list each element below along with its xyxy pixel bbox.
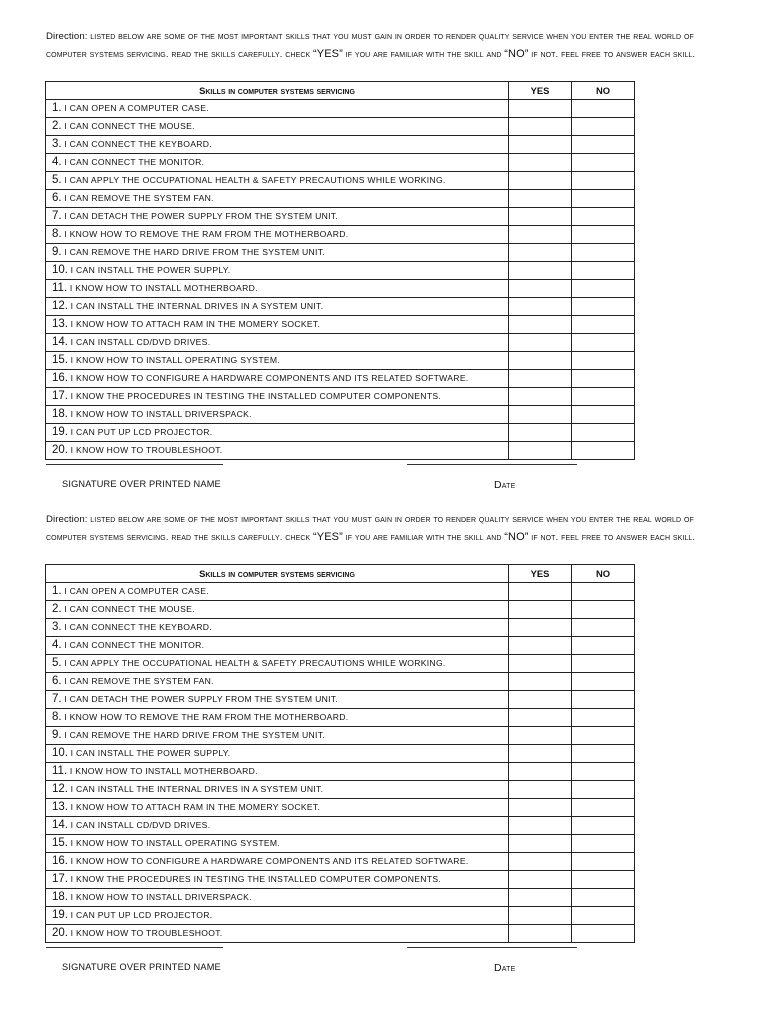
skill-text: I KNOW THE PROCEDURES IN TESTING THE INSTALLED COMPUTER COMPONENTS. bbox=[70, 874, 442, 884]
skill-text: I CAN CONNECT THE KEYBOARD. bbox=[64, 622, 212, 632]
yes-checkbox-cell[interactable] bbox=[509, 745, 572, 763]
skill-cell bbox=[46, 763, 509, 781]
skill-cell bbox=[46, 907, 509, 925]
no-checkbox-cell[interactable] bbox=[572, 136, 635, 154]
skill-number: 20. bbox=[52, 444, 68, 456]
skill-row bbox=[46, 583, 635, 601]
no-checkbox-cell[interactable] bbox=[572, 298, 635, 316]
skill-number: 11. bbox=[52, 765, 68, 777]
skill-row bbox=[46, 691, 635, 709]
skill-row bbox=[46, 799, 635, 817]
direction-body-1: listed below are some of the most important skills that you must gain in order to render quality service when you enter the real world of computer systems servicing. read the skills carefully. check bbox=[46, 31, 694, 60]
skill-text: I KNOW HOW TO INSTALL OPERATING SYSTEM. bbox=[70, 838, 281, 848]
skill-number: 12. bbox=[52, 300, 68, 312]
skill-row bbox=[46, 136, 635, 154]
no-column-header: NO bbox=[572, 82, 635, 100]
skill-number: 13. bbox=[52, 801, 68, 813]
yes-checkbox-cell[interactable] bbox=[509, 406, 572, 424]
skill-cell bbox=[46, 244, 509, 262]
skill-cell bbox=[46, 799, 509, 817]
no-checkbox-cell[interactable] bbox=[572, 889, 635, 907]
direction-body-2: if you are familiar with the skill and bbox=[342, 531, 505, 543]
skill-number: 11. bbox=[52, 282, 68, 294]
skills-table-header bbox=[46, 565, 635, 583]
skill-cell bbox=[46, 100, 509, 118]
yes-checkbox-cell[interactable] bbox=[509, 871, 572, 889]
skill-number: 13. bbox=[52, 318, 68, 330]
skill-row bbox=[46, 262, 635, 280]
skill-text: I KNOW HOW TO INSTALL DRIVERSPACK. bbox=[70, 409, 252, 419]
skill-text: I CAN CONNECT THE KEYBOARD. bbox=[64, 139, 212, 149]
skill-row bbox=[46, 190, 635, 208]
skill-row bbox=[46, 334, 635, 352]
skill-cell bbox=[46, 781, 509, 799]
direction-yes-quote: “YES” bbox=[313, 47, 343, 60]
skill-cell bbox=[46, 334, 509, 352]
skill-text: I KNOW HOW TO REMOVE THE RAM FROM THE MOTHERBOARD. bbox=[64, 229, 349, 239]
skill-row bbox=[46, 100, 635, 118]
no-checkbox-cell[interactable] bbox=[572, 853, 635, 871]
yes-checkbox-cell[interactable] bbox=[509, 889, 572, 907]
skill-row bbox=[46, 709, 635, 727]
yes-checkbox-cell[interactable] bbox=[509, 763, 572, 781]
skill-row bbox=[46, 424, 635, 442]
skill-number: 1. bbox=[52, 585, 62, 597]
yes-checkbox-cell[interactable] bbox=[509, 727, 572, 745]
skill-cell bbox=[46, 853, 509, 871]
skill-number: 9. bbox=[52, 246, 62, 258]
no-checkbox-cell[interactable] bbox=[572, 352, 635, 370]
skill-cell bbox=[46, 136, 509, 154]
skill-number: 16. bbox=[52, 855, 68, 867]
direction-body-2: if you are familiar with the skill and bbox=[342, 48, 505, 60]
yes-checkbox-cell[interactable] bbox=[509, 244, 572, 262]
skill-cell bbox=[46, 691, 509, 709]
skill-cell bbox=[46, 727, 509, 745]
no-checkbox-cell[interactable] bbox=[572, 208, 635, 226]
skill-row bbox=[46, 601, 635, 619]
skill-cell bbox=[46, 583, 509, 601]
skill-number: 15. bbox=[52, 354, 68, 366]
yes-checkbox-cell[interactable] bbox=[509, 601, 572, 619]
skill-cell bbox=[46, 637, 509, 655]
skill-number: 19. bbox=[52, 426, 68, 438]
skill-text: I CAN INSTALL CD/DVD DRIVES. bbox=[70, 337, 211, 347]
no-checkbox-cell[interactable] bbox=[572, 817, 635, 835]
skill-row bbox=[46, 871, 635, 889]
skill-text: I CAN INSTALL THE INTERNAL DRIVES IN A SYSTEM UNIT. bbox=[70, 301, 324, 311]
skill-cell bbox=[46, 745, 509, 763]
no-checkbox-cell[interactable] bbox=[572, 100, 635, 118]
no-checkbox-cell[interactable] bbox=[572, 619, 635, 637]
skill-cell bbox=[46, 172, 509, 190]
no-checkbox-cell[interactable] bbox=[572, 655, 635, 673]
skill-row bbox=[46, 673, 635, 691]
skill-number: 10. bbox=[52, 747, 68, 759]
skill-cell bbox=[46, 709, 509, 727]
skill-cell bbox=[46, 316, 509, 334]
skill-number: 7. bbox=[52, 693, 62, 705]
skill-number: 3. bbox=[52, 138, 62, 150]
skill-number: 6. bbox=[52, 192, 62, 204]
skill-text: I CAN DETACH THE POWER SUPPLY FROM THE SYSTEM UNIT. bbox=[64, 211, 339, 221]
no-checkbox-cell[interactable] bbox=[572, 925, 635, 943]
yes-checkbox-cell[interactable] bbox=[509, 100, 572, 118]
skill-cell bbox=[46, 601, 509, 619]
date-line[interactable] bbox=[407, 464, 577, 465]
skill-number: 4. bbox=[52, 639, 62, 651]
no-checkbox-cell[interactable] bbox=[572, 334, 635, 352]
skill-cell bbox=[46, 262, 509, 280]
no-checkbox-cell[interactable] bbox=[572, 406, 635, 424]
skill-text: I KNOW HOW TO INSTALL OPERATING SYSTEM. bbox=[70, 355, 281, 365]
date-label: Date bbox=[494, 479, 516, 491]
skill-row bbox=[46, 154, 635, 172]
yes-checkbox-cell[interactable] bbox=[509, 226, 572, 244]
no-checkbox-cell[interactable] bbox=[572, 799, 635, 817]
skill-number: 12. bbox=[52, 783, 68, 795]
skill-number: 18. bbox=[52, 891, 68, 903]
no-checkbox-cell[interactable] bbox=[572, 673, 635, 691]
skill-row bbox=[46, 172, 635, 190]
skill-number: 1. bbox=[52, 102, 62, 114]
skill-number: 16. bbox=[52, 372, 68, 384]
skill-text: I CAN DETACH THE POWER SUPPLY FROM THE SYSTEM UNIT. bbox=[64, 694, 339, 704]
skill-row bbox=[46, 388, 635, 406]
skill-text: I CAN CONNECT THE MONITOR. bbox=[64, 640, 205, 650]
direction-no-quote: “NO” bbox=[504, 530, 529, 543]
skill-row bbox=[46, 727, 635, 745]
yes-checkbox-cell[interactable] bbox=[509, 799, 572, 817]
date-line[interactable] bbox=[407, 947, 577, 948]
direction-text bbox=[46, 28, 736, 63]
skill-cell bbox=[46, 226, 509, 244]
no-checkbox-cell[interactable] bbox=[572, 190, 635, 208]
no-checkbox-cell[interactable] bbox=[572, 583, 635, 601]
yes-checkbox-cell[interactable] bbox=[509, 853, 572, 871]
skill-text: I KNOW HOW TO ATTACH RAM IN THE MOMERY SOCKET. bbox=[70, 802, 321, 812]
no-checkbox-cell[interactable] bbox=[572, 244, 635, 262]
skill-text: I CAN INSTALL CD/DVD DRIVES. bbox=[70, 820, 211, 830]
yes-checkbox-cell[interactable] bbox=[509, 316, 572, 334]
skill-cell bbox=[46, 190, 509, 208]
skill-row bbox=[46, 655, 635, 673]
skill-row bbox=[46, 280, 635, 298]
skill-cell bbox=[46, 619, 509, 637]
signature-line[interactable] bbox=[46, 947, 223, 948]
no-checkbox-cell[interactable] bbox=[572, 280, 635, 298]
skill-row bbox=[46, 925, 635, 943]
no-column-header: NO bbox=[572, 565, 635, 583]
direction-no-quote: “NO” bbox=[504, 47, 529, 60]
yes-checkbox-cell[interactable] bbox=[509, 280, 572, 298]
skill-cell bbox=[46, 442, 509, 460]
no-checkbox-cell[interactable] bbox=[572, 262, 635, 280]
yes-column-header: YES bbox=[509, 82, 572, 100]
skill-row bbox=[46, 442, 635, 460]
no-checkbox-cell[interactable] bbox=[572, 709, 635, 727]
skill-row bbox=[46, 298, 635, 316]
skill-text: I CAN REMOVE THE HARD DRIVE FROM THE SYSTEM UNIT. bbox=[64, 730, 326, 740]
skill-text: I CAN REMOVE THE SYSTEM FAN. bbox=[64, 193, 214, 203]
signature-label: SIGNATURE OVER PRINTED NAME bbox=[62, 479, 221, 489]
skill-cell bbox=[46, 871, 509, 889]
yes-checkbox-cell[interactable] bbox=[509, 673, 572, 691]
direction-lead: Direction: bbox=[46, 31, 88, 42]
skill-number: 3. bbox=[52, 621, 62, 633]
skill-text: I CAN INSTALL THE INTERNAL DRIVES IN A SYSTEM UNIT. bbox=[70, 784, 324, 794]
yes-checkbox-cell[interactable] bbox=[509, 691, 572, 709]
skill-number: 2. bbox=[52, 603, 62, 615]
yes-checkbox-cell[interactable] bbox=[509, 262, 572, 280]
skill-text: I KNOW HOW TO TROUBLESHOOT. bbox=[70, 445, 223, 455]
skill-text: I CAN REMOVE THE HARD DRIVE FROM THE SYSTEM UNIT. bbox=[64, 247, 326, 257]
skill-number: 4. bbox=[52, 156, 62, 168]
yes-column-header: YES bbox=[509, 565, 572, 583]
skill-cell bbox=[46, 280, 509, 298]
yes-checkbox-cell[interactable] bbox=[509, 118, 572, 136]
skill-row bbox=[46, 244, 635, 262]
yes-checkbox-cell[interactable] bbox=[509, 637, 572, 655]
skill-row bbox=[46, 835, 635, 853]
no-checkbox-cell[interactable] bbox=[572, 835, 635, 853]
skill-number: 18. bbox=[52, 408, 68, 420]
skill-cell bbox=[46, 655, 509, 673]
yes-checkbox-cell[interactable] bbox=[509, 583, 572, 601]
yes-checkbox-cell[interactable] bbox=[509, 190, 572, 208]
direction-body-3: if not. feel free to answer each skill. bbox=[528, 48, 696, 60]
yes-checkbox-cell[interactable] bbox=[509, 388, 572, 406]
yes-checkbox-cell[interactable] bbox=[509, 208, 572, 226]
skill-text: I KNOW HOW TO CONFIGURE A HARDWARE COMPONENTS AND ITS RELATED SOFTWARE. bbox=[70, 856, 469, 866]
skill-row bbox=[46, 619, 635, 637]
skill-row bbox=[46, 370, 635, 388]
skill-number: 9. bbox=[52, 729, 62, 741]
skill-cell bbox=[46, 925, 509, 943]
skill-row bbox=[46, 781, 635, 799]
skill-text: I CAN APPLY THE OCCUPATIONAL HEALTH & SAFETY PRECAUTIONS WHILE WORKING. bbox=[64, 658, 446, 668]
no-checkbox-cell[interactable] bbox=[572, 316, 635, 334]
skill-number: 14. bbox=[52, 819, 68, 831]
skill-text: I CAN CONNECT THE MOUSE. bbox=[64, 121, 195, 131]
skill-cell bbox=[46, 352, 509, 370]
date-label: Date bbox=[494, 962, 516, 974]
no-checkbox-cell[interactable] bbox=[572, 691, 635, 709]
no-checkbox-cell[interactable] bbox=[572, 154, 635, 172]
skill-text: I CAN INSTALL THE POWER SUPPLY. bbox=[70, 748, 231, 758]
skills-table bbox=[45, 564, 635, 943]
skill-text: I KNOW HOW TO ATTACH RAM IN THE MOMERY SOCKET. bbox=[70, 319, 321, 329]
yes-checkbox-cell[interactable] bbox=[509, 619, 572, 637]
yes-checkbox-cell[interactable] bbox=[509, 298, 572, 316]
no-checkbox-cell[interactable] bbox=[572, 637, 635, 655]
skill-row bbox=[46, 817, 635, 835]
yes-checkbox-cell[interactable] bbox=[509, 925, 572, 943]
skill-cell bbox=[46, 298, 509, 316]
no-checkbox-cell[interactable] bbox=[572, 871, 635, 889]
skill-number: 20. bbox=[52, 927, 68, 939]
skill-cell bbox=[46, 370, 509, 388]
yes-checkbox-cell[interactable] bbox=[509, 709, 572, 727]
skill-text: I KNOW HOW TO REMOVE THE RAM FROM THE MOTHERBOARD. bbox=[64, 712, 349, 722]
skill-row bbox=[46, 352, 635, 370]
skill-text: I KNOW HOW TO INSTALL DRIVERSPACK. bbox=[70, 892, 252, 902]
skill-row bbox=[46, 853, 635, 871]
skill-text: I CAN CONNECT THE MONITOR. bbox=[64, 157, 205, 167]
yes-checkbox-cell[interactable] bbox=[509, 424, 572, 442]
no-checkbox-cell[interactable] bbox=[572, 172, 635, 190]
skill-cell bbox=[46, 154, 509, 172]
yes-checkbox-cell[interactable] bbox=[509, 154, 572, 172]
no-checkbox-cell[interactable] bbox=[572, 727, 635, 745]
yes-checkbox-cell[interactable] bbox=[509, 817, 572, 835]
skill-number: 17. bbox=[52, 873, 68, 885]
skill-text: I CAN REMOVE THE SYSTEM FAN. bbox=[64, 676, 214, 686]
skill-row bbox=[46, 745, 635, 763]
skills-table-header bbox=[46, 82, 635, 100]
no-checkbox-cell[interactable] bbox=[572, 226, 635, 244]
no-checkbox-cell[interactable] bbox=[572, 781, 635, 799]
skill-text: I KNOW HOW TO INSTALL MOTHERBOARD. bbox=[69, 283, 258, 293]
skill-text: I KNOW HOW TO TROUBLESHOOT. bbox=[70, 928, 223, 938]
skill-text: I CAN APPLY THE OCCUPATIONAL HEALTH & SAFETY PRECAUTIONS WHILE WORKING. bbox=[64, 175, 446, 185]
no-checkbox-cell[interactable] bbox=[572, 424, 635, 442]
yes-checkbox-cell[interactable] bbox=[509, 352, 572, 370]
skill-text: I CAN PUT UP LCD PROJECTOR. bbox=[70, 427, 213, 437]
skill-row bbox=[46, 208, 635, 226]
no-checkbox-cell[interactable] bbox=[572, 118, 635, 136]
skill-cell bbox=[46, 817, 509, 835]
skill-text: I CAN INSTALL THE POWER SUPPLY. bbox=[70, 265, 231, 275]
yes-checkbox-cell[interactable] bbox=[509, 172, 572, 190]
skill-cell bbox=[46, 388, 509, 406]
no-checkbox-cell[interactable] bbox=[572, 745, 635, 763]
no-checkbox-cell[interactable] bbox=[572, 601, 635, 619]
skill-cell bbox=[46, 406, 509, 424]
skill-number: 17. bbox=[52, 390, 68, 402]
yes-checkbox-cell[interactable] bbox=[509, 442, 572, 460]
skill-number: 8. bbox=[52, 711, 62, 723]
skill-cell bbox=[46, 889, 509, 907]
direction-yes-quote: “YES” bbox=[313, 530, 343, 543]
skill-number: 15. bbox=[52, 837, 68, 849]
skill-cell bbox=[46, 424, 509, 442]
skill-row bbox=[46, 406, 635, 424]
skill-text: I CAN PUT UP LCD PROJECTOR. bbox=[70, 910, 213, 920]
skill-row bbox=[46, 316, 635, 334]
no-checkbox-cell[interactable] bbox=[572, 442, 635, 460]
skill-text: I CAN CONNECT THE MOUSE. bbox=[64, 604, 195, 614]
skill-row bbox=[46, 118, 635, 136]
skill-row bbox=[46, 763, 635, 781]
skill-text: I KNOW HOW TO INSTALL MOTHERBOARD. bbox=[69, 766, 258, 776]
signature-line[interactable] bbox=[46, 464, 223, 465]
yes-checkbox-cell[interactable] bbox=[509, 370, 572, 388]
skill-number: 7. bbox=[52, 210, 62, 222]
no-checkbox-cell[interactable] bbox=[572, 388, 635, 406]
skills-table bbox=[45, 81, 635, 460]
skill-row bbox=[46, 637, 635, 655]
skill-number: 19. bbox=[52, 909, 68, 921]
skill-text: I KNOW THE PROCEDURES IN TESTING THE INSTALLED COMPUTER COMPONENTS. bbox=[70, 391, 442, 401]
skill-row bbox=[46, 907, 635, 925]
skill-number: 8. bbox=[52, 228, 62, 240]
skill-column-header: Skills in computer systems servicing bbox=[46, 565, 509, 583]
skill-number: 2. bbox=[52, 120, 62, 132]
skill-row bbox=[46, 889, 635, 907]
skill-text: I CAN OPEN A COMPUTER CASE. bbox=[64, 103, 209, 113]
skill-cell bbox=[46, 208, 509, 226]
no-checkbox-cell[interactable] bbox=[572, 370, 635, 388]
skill-number: 10. bbox=[52, 264, 68, 276]
skill-number: 5. bbox=[52, 174, 62, 186]
skill-cell bbox=[46, 673, 509, 691]
skill-cell bbox=[46, 118, 509, 136]
skill-text: I KNOW HOW TO CONFIGURE A HARDWARE COMPONENTS AND ITS RELATED SOFTWARE. bbox=[70, 373, 469, 383]
skill-number: 5. bbox=[52, 657, 62, 669]
skill-number: 6. bbox=[52, 675, 62, 687]
skill-row bbox=[46, 226, 635, 244]
yes-checkbox-cell[interactable] bbox=[509, 334, 572, 352]
direction-text bbox=[46, 511, 736, 546]
no-checkbox-cell[interactable] bbox=[572, 907, 635, 925]
yes-checkbox-cell[interactable] bbox=[509, 781, 572, 799]
yes-checkbox-cell[interactable] bbox=[509, 835, 572, 853]
skill-number: 14. bbox=[52, 336, 68, 348]
direction-body-1: listed below are some of the most important skills that you must gain in order to render quality service when you enter the real world of computer systems servicing. read the skills carefully. check bbox=[46, 514, 694, 543]
direction-lead: Direction: bbox=[46, 514, 88, 525]
skill-column-header: Skills in computer systems servicing bbox=[46, 82, 509, 100]
skill-text: I CAN OPEN A COMPUTER CASE. bbox=[64, 586, 209, 596]
direction-body-3: if not. feel free to answer each skill. bbox=[528, 531, 696, 543]
signature-label: SIGNATURE OVER PRINTED NAME bbox=[62, 962, 221, 972]
no-checkbox-cell[interactable] bbox=[572, 763, 635, 781]
skill-cell bbox=[46, 835, 509, 853]
yes-checkbox-cell[interactable] bbox=[509, 907, 572, 925]
yes-checkbox-cell[interactable] bbox=[509, 655, 572, 673]
yes-checkbox-cell[interactable] bbox=[509, 136, 572, 154]
